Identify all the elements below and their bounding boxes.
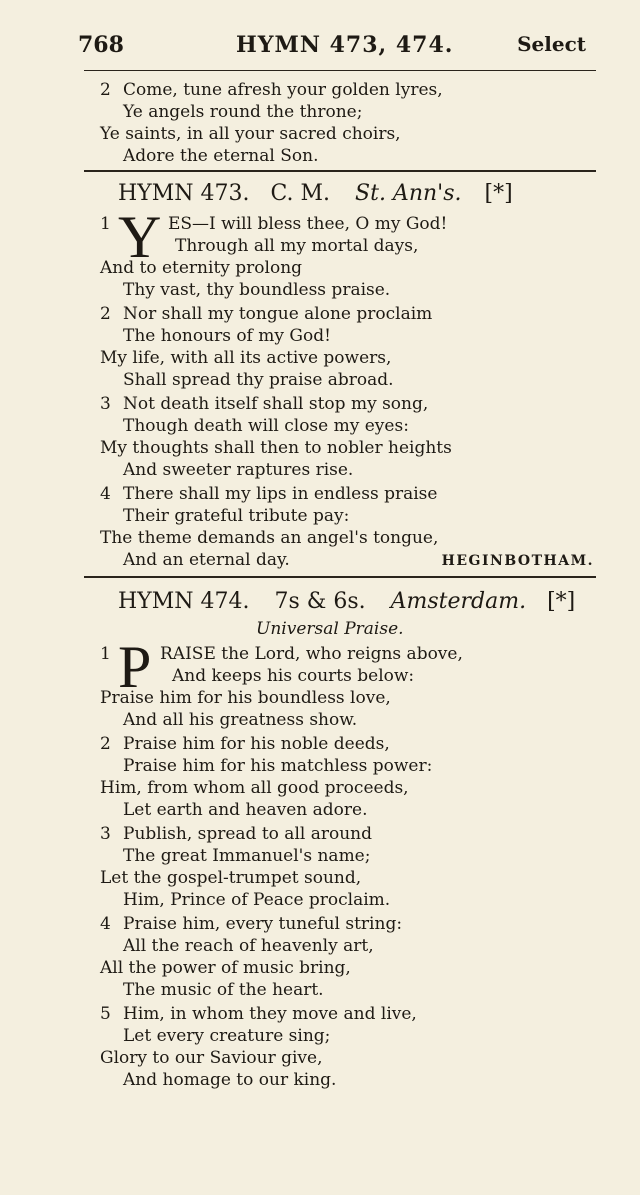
verse-line: And keeps his courts below:: [172, 666, 415, 686]
verse-line: Come, tune afresh your golden lyres,: [123, 80, 443, 100]
verse-line: ES—I will bless thee, O my God!: [168, 214, 448, 234]
verse-number: 3: [100, 824, 111, 844]
verse-number: 4: [100, 914, 111, 934]
verse-line: Ye saints, in all your sacred choirs,: [100, 124, 401, 144]
verse-line: And all his greatness show.: [123, 710, 358, 730]
verse-line: The great Immanuel's name;: [123, 846, 371, 866]
verse-line: Though death will close my eyes:: [123, 416, 409, 436]
verse-line: There shall my lips in endless praise: [123, 484, 438, 504]
section-rule: [84, 576, 596, 578]
verse-line: And homage to our king.: [123, 1070, 337, 1090]
hymn-label: HYMN 474.: [118, 589, 250, 614]
verse-line: The theme demands an angel's tongue,: [100, 528, 439, 548]
verse-line: Praise him for his matchless power:: [123, 756, 433, 776]
verse-line: Glory to our Saviour give,: [100, 1048, 323, 1068]
verse-line: Nor shall my tongue alone proclaim: [123, 304, 433, 324]
header-rule: [84, 70, 596, 71]
verse-line: Praise him for his noble deeds,: [123, 734, 390, 754]
verse-line: Thy vast, thy boundless praise.: [123, 280, 391, 300]
verse-line: All the power of music bring,: [100, 958, 351, 978]
verse-line: Let the gospel-trumpet sound,: [100, 868, 362, 888]
verse-line: Praise him, every tuneful string:: [123, 914, 403, 934]
verse-number: 3: [100, 394, 111, 414]
hymn-mark: [*]: [547, 589, 576, 614]
verse-number: 2: [100, 734, 111, 754]
verse-number: 2: [100, 304, 111, 324]
verse-line: The music of the heart.: [123, 980, 324, 1000]
hymn-subtitle: Universal Praise.: [256, 619, 404, 639]
hymn-meter: C. M.: [270, 181, 331, 206]
page-number: 768: [78, 32, 124, 58]
verse-line: The honours of my God!: [123, 326, 331, 346]
verse-line: Their grateful tribute pay:: [123, 506, 350, 526]
drop-cap: Y: [118, 204, 162, 270]
verse-line: Praise him for his boundless love,: [100, 688, 391, 708]
verse-number: 1: [100, 644, 111, 664]
hymn-tune: St. Ann's.: [355, 181, 462, 206]
verse-line: Let earth and heaven adore.: [123, 800, 368, 820]
verse-line: Adore the eternal Son.: [123, 146, 319, 166]
verse-line: Ye angels round the throne;: [123, 102, 363, 122]
verse-line: Publish, spread to all around: [123, 824, 372, 844]
verse-line: Him, in whom they move and live,: [123, 1004, 417, 1024]
verse-line: Him, Prince of Peace proclaim.: [123, 890, 391, 910]
verse-line: And an eternal day.: [123, 550, 290, 570]
hymn-473-heading: [118, 180, 513, 208]
hymn-meter: 7s & 6s.: [274, 589, 366, 614]
hymn-474-heading: [118, 588, 575, 616]
running-head: [78, 32, 586, 66]
verse-number: 2: [100, 80, 111, 100]
hymn-tune: Amsterdam.: [390, 589, 527, 614]
verse-line: And to eternity prolong: [100, 258, 303, 278]
verse-line: Through all my mortal days,: [175, 236, 419, 256]
drop-cap: P: [118, 634, 152, 700]
section-rule: [84, 170, 596, 172]
verse-line: Shall spread thy praise abroad.: [123, 370, 394, 390]
verse-line: My life, with all its active powers,: [100, 348, 392, 368]
verse-number: 4: [100, 484, 111, 504]
hymn-label: HYMN 473.: [118, 181, 250, 206]
verse-line: My thoughts shall then to nobler heights: [100, 438, 452, 458]
verse-line: Not death itself shall stop my song,: [123, 394, 429, 414]
running-right: Select: [517, 32, 586, 56]
verse-line: Let every creature sing;: [123, 1026, 331, 1046]
verse-line: RAISE the Lord, who reigns above,: [160, 644, 463, 664]
verse-line: All the reach of heavenly art,: [123, 936, 374, 956]
verse-number: 1: [100, 214, 111, 234]
hymn-author: HEGINBOTHAM.: [441, 553, 594, 569]
verse-line: And sweeter raptures rise.: [123, 460, 354, 480]
verse-number: 5: [100, 1004, 111, 1024]
hymn-mark: [*]: [484, 181, 513, 206]
running-title: HYMN 473, 474.: [236, 32, 454, 58]
verse-line: Him, from whom all good proceeds,: [100, 778, 409, 798]
